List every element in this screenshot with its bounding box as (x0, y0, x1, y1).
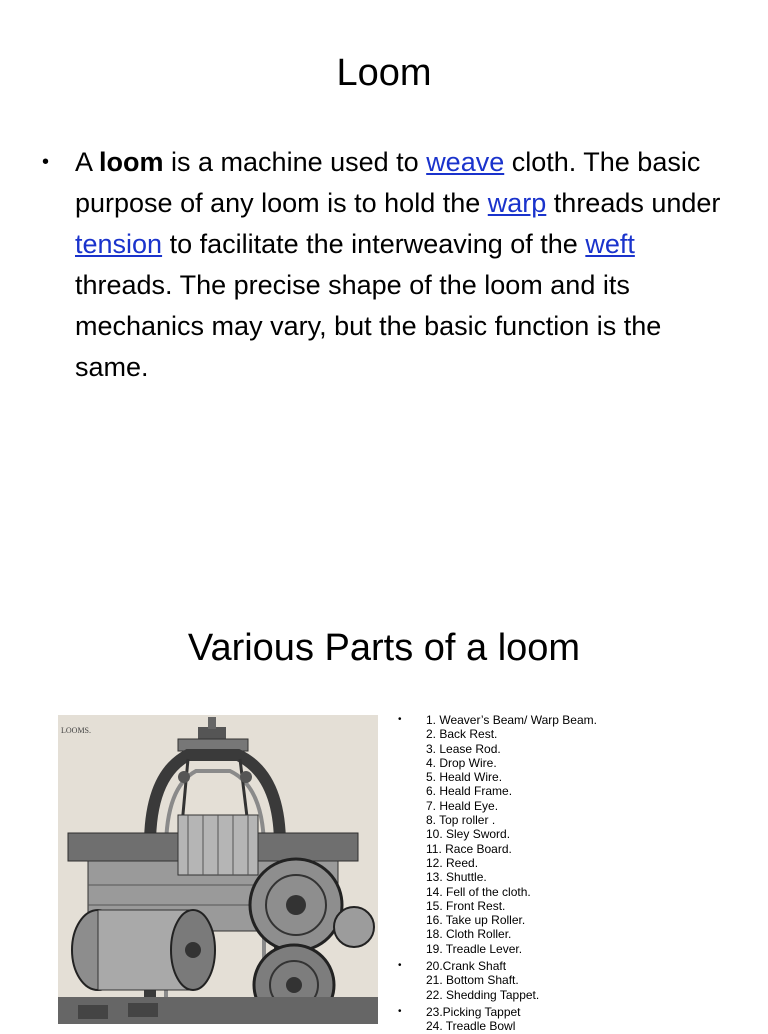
slide-title-parts: Various Parts of a loom (187, 627, 581, 669)
loom-definition (42, 142, 732, 388)
tension-link[interactable]: tension (75, 229, 163, 259)
list-item: 18. Cloth Roller. (426, 927, 512, 942)
text-span: A (75, 147, 100, 177)
list-item: 20.Crank Shaft (426, 959, 507, 974)
list-item: 14. Fell of the cloth. (426, 884, 531, 899)
loom-parts-list (398, 713, 758, 1034)
list-item: 6. Heald Frame. (426, 784, 513, 799)
list-item: 3. Lease Rod. (426, 741, 501, 756)
list-item: 5. Heald Wire. (426, 770, 503, 785)
list-item: 19. Treadle Lever. (426, 941, 523, 956)
list-item: 24. Treadle Bowl (426, 1019, 516, 1034)
list-item: 10. Sley Sword. (426, 827, 511, 842)
list-item: 4. Drop Wire. (426, 755, 497, 770)
definition-text (75, 142, 732, 388)
list-item: 13. Shuttle. (426, 870, 487, 885)
bullet-icon: • (398, 960, 402, 972)
bullet-icon: • (42, 151, 50, 173)
slide-title-loom: Loom (336, 52, 432, 94)
parts-group (398, 959, 758, 1002)
text-span: cloth. The basic purpose of any loom is to hold the (75, 147, 701, 218)
text-span: to facilitate the interweaving of the (162, 229, 586, 259)
parts-group (398, 713, 758, 956)
loom-drawing (58, 715, 378, 1024)
parts-group (398, 1005, 758, 1034)
list-item: 7. Heald Eye. (426, 798, 499, 813)
bullet-icon: • (398, 714, 402, 725)
list-item: 11. Race Board. (426, 841, 512, 856)
list-item: 23.Picking Tappet (426, 1004, 521, 1019)
text-span: threads under (546, 188, 721, 218)
list-item: 8. Top roller . (426, 813, 496, 828)
warp-link[interactable]: warp (487, 188, 547, 218)
list-item: 2. Back Rest. (426, 727, 498, 742)
loom-illustration (58, 715, 378, 1024)
bold-term: loom (99, 147, 164, 177)
text-span: is a machine used to (163, 147, 427, 177)
bullet-icon: • (398, 1005, 402, 1017)
list-item: 16. Take up Roller. (426, 913, 526, 928)
list-item: 21. Bottom Shaft. (426, 973, 519, 988)
list-item: 1. Weaver’s Beam/ Warp Beam. (426, 713, 597, 727)
weft-link[interactable]: weft (585, 229, 635, 259)
list-item: 22. Shedding Tappet. (426, 987, 540, 1002)
list-item: 15. Front Rest. (426, 898, 506, 913)
figure-caption: LOOMS. (61, 726, 92, 735)
weave-link[interactable]: weave (426, 147, 505, 177)
list-item: 12. Reed. (426, 855, 479, 870)
text-span: threads. The precise shape of the loom and its mechanics may vary, but the basic function is the same. (75, 270, 662, 382)
